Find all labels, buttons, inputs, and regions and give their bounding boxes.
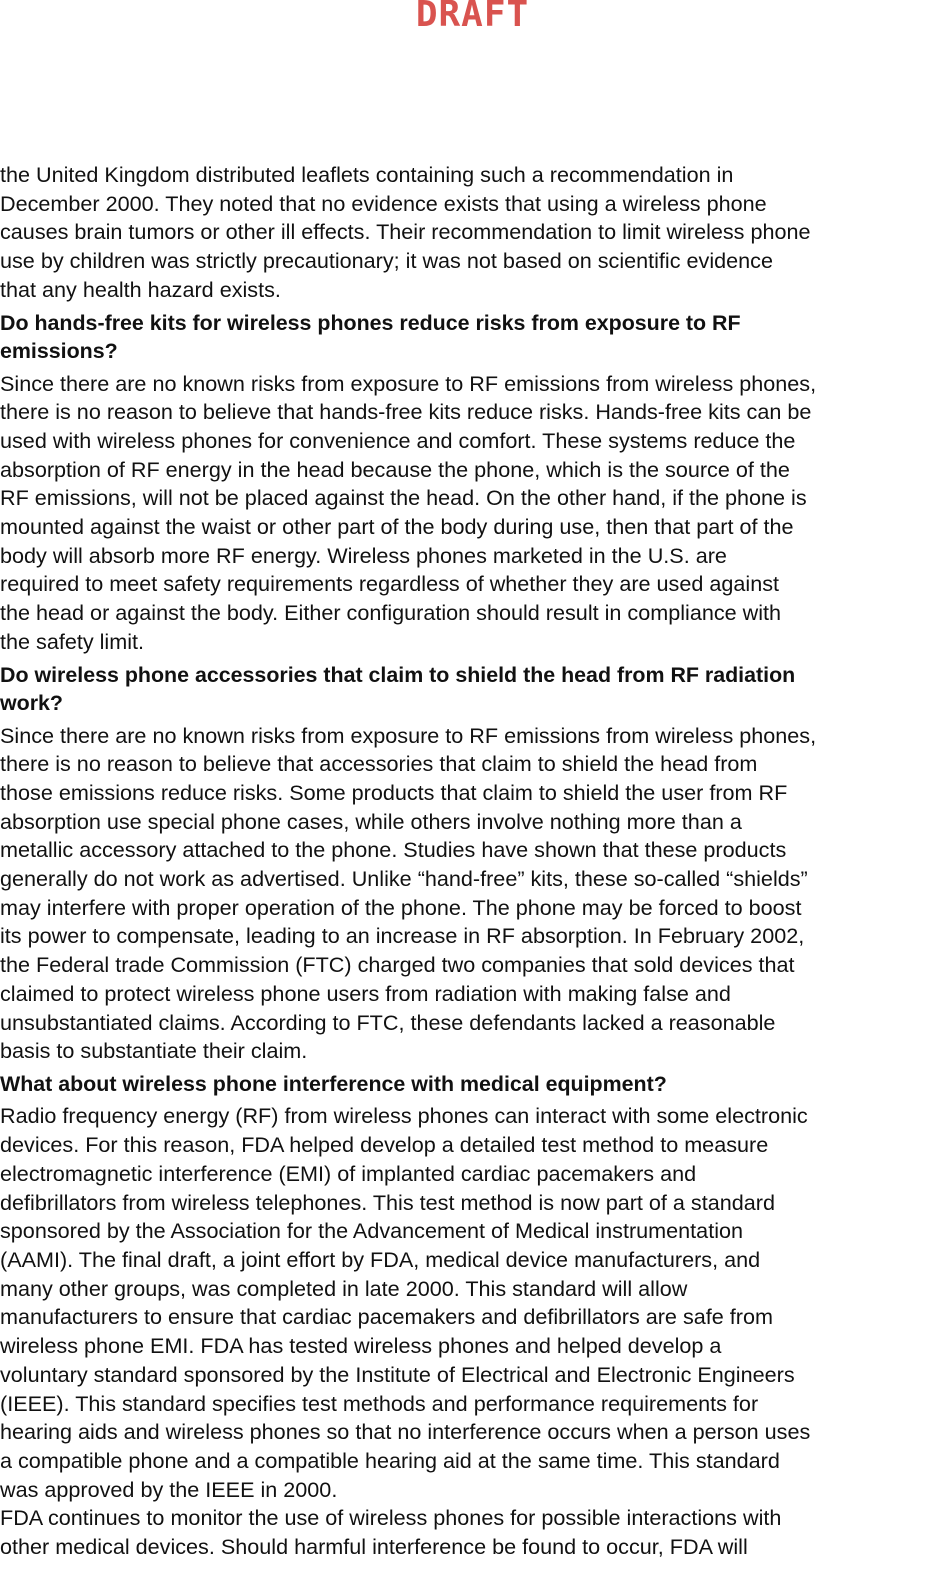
text-line: those emissions reduce risks. Some products that claim to shield the user from RF: [0, 779, 788, 805]
text-line: absorption use special phone cases, while others involve nothing more than a: [0, 808, 742, 834]
text-line: basis to substantiate their claim.: [0, 1038, 308, 1064]
text-line: wireless phone EMI. FDA has tested wireless phones and helped develop a: [0, 1333, 722, 1359]
text-line: mounted against the waist or other part of the body during use, then that part of the: [0, 514, 794, 540]
text-line: may interfere with proper operation of the phone. The phone may be forced to boost: [0, 894, 802, 920]
text-line: there is no reason to believe that accessories that claim to shield the head from: [0, 751, 758, 777]
text-line: electromagnetic interference (EMI) of implanted cardiac pacemakers and: [0, 1160, 697, 1186]
text-line: sponsored by the Association for the Advancement of Medical instrumentation: [0, 1218, 744, 1244]
text-line: metallic accessory attached to the phone. Studies have shown that these products: [0, 837, 787, 863]
text-line: unsubstantiated claims. According to FTC, these defendants lacked a reasonable: [0, 1009, 776, 1035]
text-line: (AAMI). The final draft, a joint effort by FDA, medical device manufacturers, and: [0, 1247, 761, 1272]
heading-line: What about wireless phone interference with medical equipment?: [0, 1071, 667, 1096]
hands-free-paragraph: [0, 370, 945, 657]
text-line: generally do not work as advertised. Unlike “hand-free” kits, these so-called “shields”: [0, 866, 808, 892]
text-line: the head or against the body. Either configuration should result in compliance with: [0, 600, 782, 626]
text-line: the Federal trade Commission (FTC) charged two companies that sold devices that: [0, 952, 795, 978]
section-heading-shield-accessories: [0, 661, 945, 718]
text-line: used with wireless phones for convenience and comfort. These systems reduce the: [0, 427, 796, 453]
draft-watermark: DRAFT: [415, 0, 530, 35]
text-line: a compatible phone and a compatible hearing aid at the same time. This standard: [0, 1447, 780, 1473]
text-line: that any health hazard exists.: [0, 276, 281, 302]
text-line: hearing aids and wireless phones so that no interference occurs when a person uses: [0, 1419, 811, 1445]
text-line: use by children was strictly precautionary; it was not based on scientific evidence: [0, 248, 773, 274]
text-line: other medical devices. Should harmful interference be found to occur, FDA will: [0, 1534, 748, 1560]
text-line: the safety limit.: [0, 628, 145, 654]
heading-line: emissions?: [0, 339, 118, 364]
text-line: was approved by the IEEE in 2000.: [0, 1476, 338, 1502]
text-line: (IEEE). This standard specifies test methods and performance requirements for: [0, 1390, 759, 1416]
text-line: causes brain tumors or other ill effects. Their recommendation to limit wireless phone: [0, 219, 811, 245]
section-heading-medical-interference: [0, 1070, 945, 1099]
text-line: manufacturers to ensure that cardiac pacemakers and defibrillators are safe from: [0, 1304, 773, 1330]
text-line: defibrillators from wireless telephones. This test method is now part of a standard: [0, 1189, 775, 1215]
text-line: devices. For this reason, FDA helped develop a detailed test method to measure: [0, 1132, 769, 1158]
document-body: [0, 161, 945, 1562]
text-line: absorption of RF energy in the head because the phone, which is the source of the: [0, 456, 790, 482]
heading-line: Do hands-free kits for wireless phones reduce risks from exposure to RF: [0, 310, 741, 335]
fda-monitoring-paragraph: [0, 1504, 945, 1561]
text-line: RF emissions, will not be placed against the head. On the other hand, if the phone is: [0, 485, 807, 511]
text-line: its power to compensate, leading to an increase in RF absorption. In February 2002,: [0, 923, 805, 949]
text-line: the United Kingdom distributed leaflets containing such a recommendation in: [0, 162, 734, 187]
text-line: required to meet safety requirements regardless of whether they are used against: [0, 571, 779, 597]
text-line: Since there are no known risks from exposure to RF emissions from wireless phones,: [0, 722, 817, 748]
text-line: claimed to protect wireless phone users from radiation with making false and: [0, 980, 731, 1006]
heading-line: work?: [0, 691, 63, 716]
text-line: December 2000. They noted that no evidence exists that using a wireless phone: [0, 190, 767, 216]
intro-paragraph: [0, 161, 945, 305]
text-line: there is no reason to believe that hands-free kits reduce risks. Hands-free kits can be: [0, 399, 812, 425]
text-line: body will absorb more RF energy. Wireless phones marketed in the U.S. are: [0, 542, 727, 568]
text-line: voluntary standard sponsored by the Institute of Electrical and Electronic Engineers: [0, 1361, 795, 1387]
heading-line: Do wireless phone accessories that claim to shield the head from RF radiation: [0, 662, 796, 687]
text-line: FDA continues to monitor the use of wireless phones for possible interactions with: [0, 1505, 782, 1531]
section-heading-hands-free: [0, 309, 945, 366]
shield-accessories-paragraph: [0, 722, 945, 1066]
text-line: many other groups, was completed in late 2000. This standard will allow: [0, 1275, 688, 1301]
text-line: Since there are no known risks from exposure to RF emissions from wireless phones,: [0, 370, 817, 396]
text-line: Radio frequency energy (RF) from wireless phones can interact with some electronic: [0, 1103, 808, 1129]
medical-interference-paragraph: [0, 1102, 945, 1504]
